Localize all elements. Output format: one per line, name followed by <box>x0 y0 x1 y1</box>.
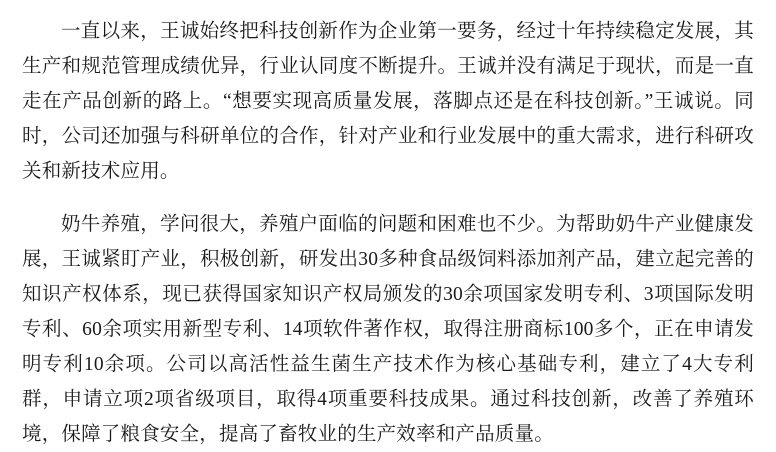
paragraph: 奶牛养殖，学问很大，养殖户面临的问题和困难也不少。为帮助奶牛产业健康发展，王诚紧盯产业，积极创新，研发出30多种食品级饲料添加剂产品，建立起完善的知识产权体系，现已获得国家知识产权局颁发的30余项国家发明专利、3项国际发明专利、60余项实用新型专利、14项软件著作权，取得注册商标100多个，正在申请发明专利10余项。公司以高活性益生菌生产技术作为核心基础专利，建立了4大专利群，申请立项2项省级项目，取得4项重要科技成果。通过科技创新，改善了养殖环境，保障了粮食安全，提高了畜牧业的生产效率和产品质量。 <box>22 214 754 445</box>
paragraph: 一直以来，王诚始终把科技创新作为企业第一要务，经过十年持续稳定发展，其生产和规范管理成绩优异，行业认同度不断提升。王诚并没有满足于现状，而是一直走在产品创新的路上。“想要实现高质量发展，落脚点还是在科技创新。”王诚说。同时，公司还加强与科研单位的合作，针对产业和行业发展中的重大需求，进行科研攻关和新技术应用。 <box>22 21 754 182</box>
